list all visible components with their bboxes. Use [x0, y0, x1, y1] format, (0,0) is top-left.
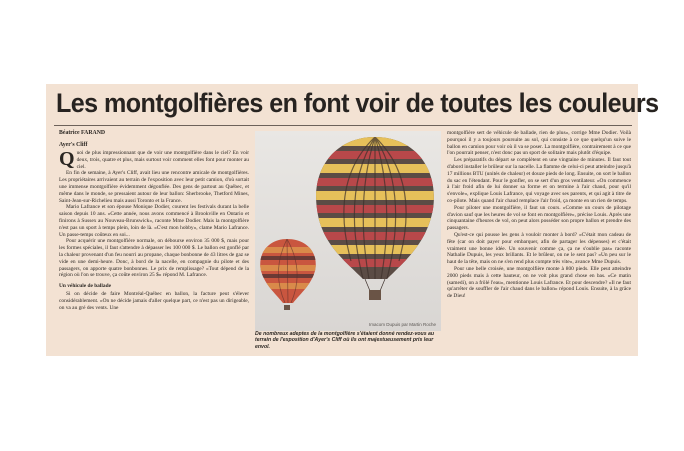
small-balloon-envelope	[255, 231, 325, 311]
paragraph-5: Si on décide de faire Montréal-Québec en ballon, la facture peut s'élever considérablement. «On ne décide jamais d'aller quelque part, ce n'est pas un dirigeable, on va au gré des vents. Une	[59, 290, 249, 311]
headline-rule	[54, 125, 632, 126]
paragraph-6: montgolfière sert de véhicule de ballade, rien de plus», corrige Mme Dodier. Voilà pourquoi il y a toujours poursuite au sol, qui consiste à ce que quelqu'un suive le ballon en camion pour voir où il va se poser. La montgolfière, contrairement à ce que l'on pourrait penser, n'est donc pas un sport de solitaire mais plutôt d'équipe.	[447, 130, 631, 157]
paragraph-1-text: uoi de plus impressionnant que de voir une montgolfière dans le ciel? En voir deux, trois, quatre et plus, mais surtout voir comment elles font pour monter au ciel.	[76, 150, 249, 170]
article-column-1	[59, 150, 249, 311]
subheading: Un véhicule de ballade	[59, 283, 111, 290]
paragraph-7: Les préparatifs du départ se complètent en une vingtaine de minutes. Il faut tout d'abord installer le brûleur sur la nacelle. La flamme de celui-ci peut atteindre jusqu'à 17 millions BTU (unités de chaleur) et douze pieds de long. Ensuite, on sort le ballon du sac en l'étendant. Pour le gonfler, on se sert d'un gros ventilateur. «On commence à l'air froid afin de lui donner sa forme et on termine à l'air chaud, pour qu'il s'envole», explique Louis Lafrance, qui voyage avec ses parents, et qui agit à titre de co-pilote. Mais quand l'air chaud remplace l'air froid, ça monte en un rien de temps.	[447, 157, 631, 204]
large-balloon-envelope	[305, 131, 441, 291]
headline: Les montgolfières en font voir de toutes les couleurs	[56, 88, 659, 118]
drop-cap: Q	[59, 148, 75, 170]
paragraph-8: Pour piloter une montgolfière, il faut un cours. «Comme un cours de pilotage d'avion sauf que les heures de vol se font en montgolfière», précise Louis. Après une cinquantaine d'heures de vol, on peut alors posséder son propre ballon et prendre des passagers.	[447, 204, 631, 232]
paragraph-1	[59, 150, 249, 170]
balloons-illustration	[255, 131, 441, 331]
paragraph-9: Qu'est-ce qui pousse les gens à vouloir monter à bord? «C'était mon cadeau de fête (car on doit payer pour embarquer, afin de partager les dépenses) et c'était vraiment une bonne idée. Un souvenir comme ça, ça ne s'oublie pas» raconte Nathalie Dupuis, les yeux brillants. Et le brûleur, on ne le sent pas? «Un peu sur le haut de la tête, mais on ne s'en rend plus compte très vite», avance Mme Dupuis.	[447, 231, 631, 266]
small-balloon-basket	[284, 305, 290, 310]
large-balloon-ropes	[365, 279, 385, 291]
photo-credit: Imacom Dupuis par Martin Roche	[369, 322, 437, 327]
dateline: Ayer's Cliff	[59, 142, 88, 148]
paragraph-3: Mario Lafrance et son épouse Monique Dodier, courent les festivals durant la belle saison depuis 10 ans. «Cette année, nous avons commencé à Brookville en Ontario et finirons à Sussex au Nouveau-Brunswick», raconte Mme Dodier. Mais la montgolfière n'est pas un sport à temps plein, loin de là. «C'est mon hobby», clame Mario Lafrance. Un passe-temps coûteux en soi...	[59, 204, 249, 238]
photo-caption: De nombreux adeptes de la montgolfière s'étaient donné rendez-vous au terrain de l'exposition d'Ayer's Cliff où ils ont majestueusement pris leur envol.	[255, 331, 435, 350]
paragraph-10: Pour une belle croisée, une montgolfière monte à 800 pieds. Elle peut atteindre 2000 pieds mais à cette hauteur, on ne voit plus grand chose en bas. «Ce matin (samedi), on a frôlé l'eau», mentionne Louis Lafrance. Et pour descendre? «Il ne faut qu'arrêter de souffler de l'air chaud dans le ballon» répond Louis. Ensuite, à la grâce de Dieu!	[447, 265, 631, 300]
balloon-photo	[255, 131, 441, 331]
article-column-3	[447, 130, 631, 300]
large-balloon-basket	[369, 290, 381, 300]
byline: Béatrice FARAND	[59, 130, 106, 136]
paragraph-2: En fin de semaine, à Ayer's Cliff, avait lieu une rencontre amicale de montgolfières. Les propriétaires arrivaient au terrain de l'exposition avec leur petit camion, d'où sortait une immense montgolfière évidemment dégonflée. Des gens de partout au Québec, et même dans le monde, se pressaient autour de leur ballon: Sherbrooke, Thetford Mines, Saint-Jean-sur-Richelieu mais aussi Toronto et la France.	[59, 170, 249, 204]
paragraph-4: Pour acquérir une montgolfière normale, on débourse environ 35 000 $, mais pour les formes spéciales, il faut s'attendre à dépasser les 100 000 $. Le ballon est gonflé par la chaleur provenant d'un feu nourri au propane, chaque bonbonne de 43 litres de gaz se vide en une demi-heure. Donc, à bord de la nacelle, en compagnie du pilote et des passagers, on apporte quatre bonbonnes. Le prix de remplissage? «Tout dépend de la région où l'on se trouve, ça coûte environ 25 $» répond M. Lafrance.	[59, 238, 249, 279]
